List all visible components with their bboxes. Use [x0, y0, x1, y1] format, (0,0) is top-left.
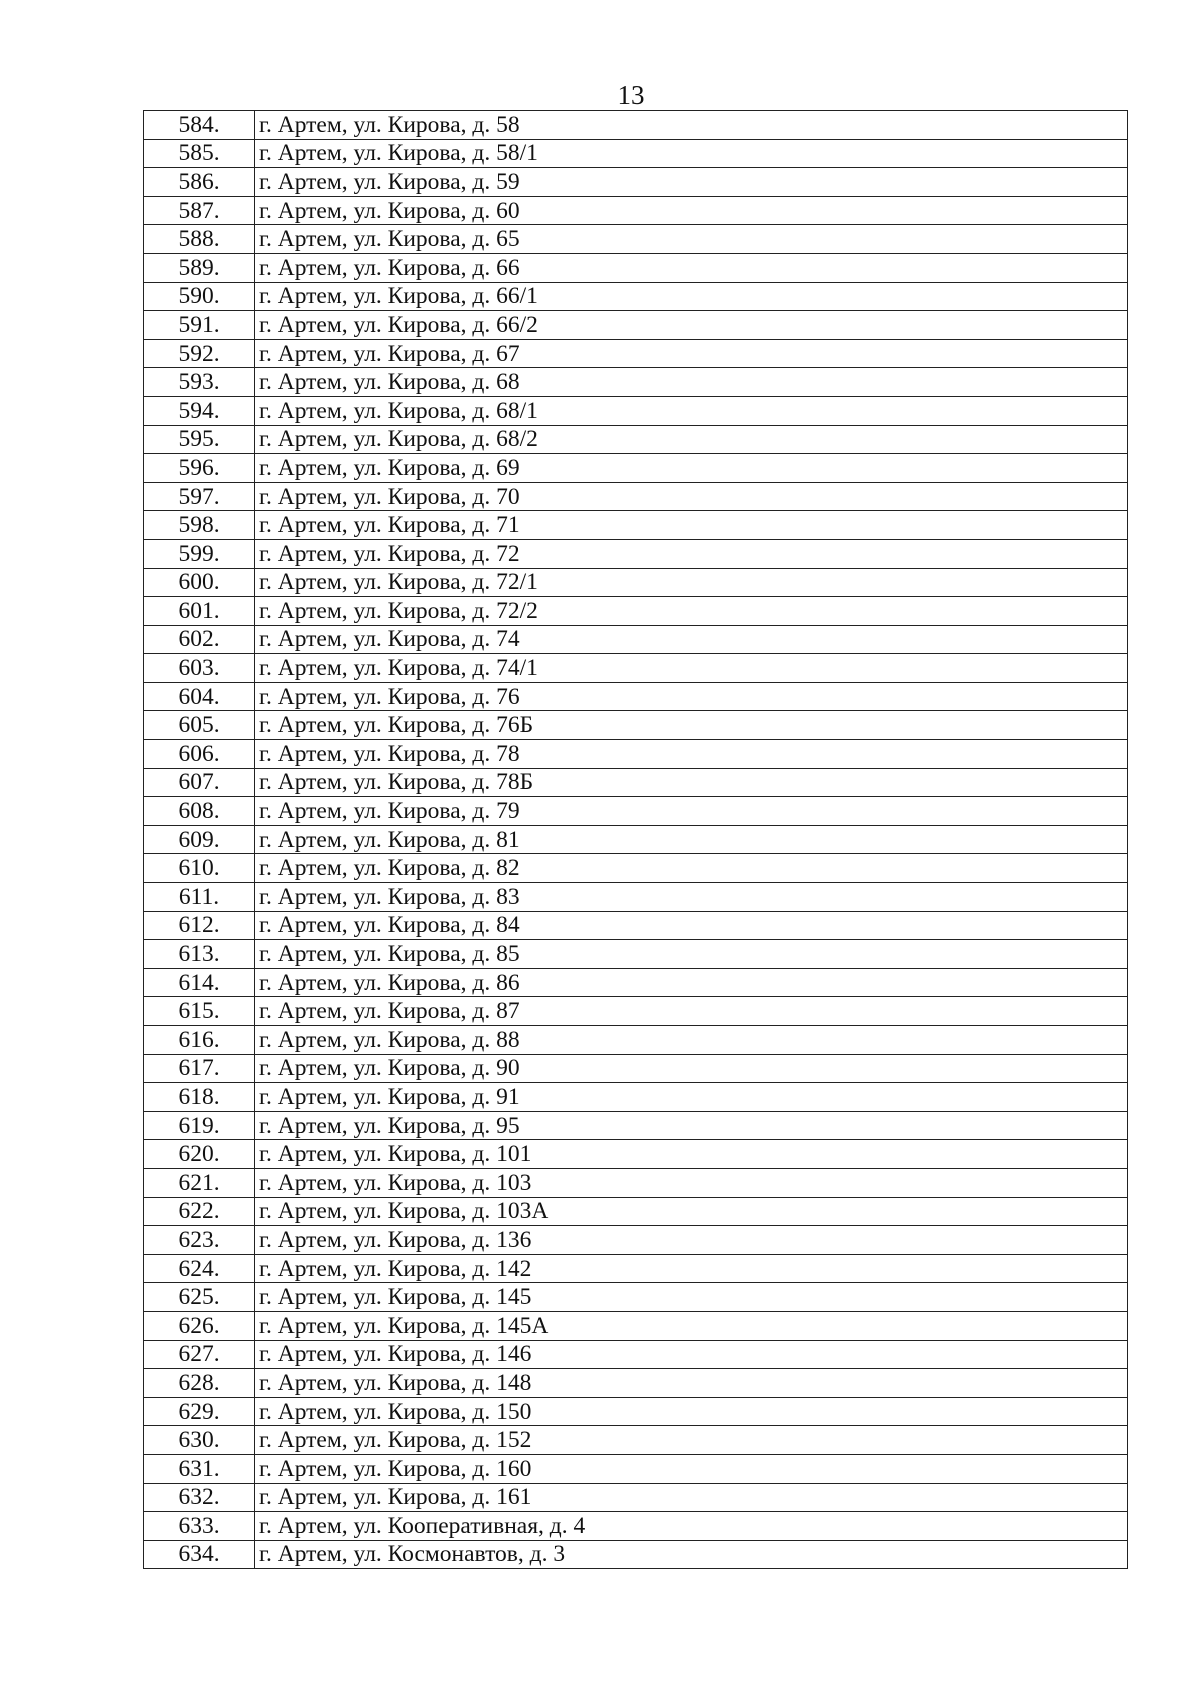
- row-address: г. Артем, ул. Кирова, д. 95: [255, 1111, 1128, 1140]
- row-number: 586.: [144, 168, 255, 197]
- table-row: [144, 1540, 1128, 1569]
- row-number: 591.: [144, 311, 255, 340]
- address-table: [143, 110, 1128, 1569]
- table-row: [144, 425, 1128, 454]
- row-number: 632.: [144, 1483, 255, 1512]
- row-address: г. Артем, ул. Кирова, д. 60: [255, 196, 1128, 225]
- row-address: г. Артем, ул. Кирова, д. 81: [255, 825, 1128, 854]
- row-number: 620.: [144, 1140, 255, 1169]
- table-row: [144, 253, 1128, 282]
- row-address: г. Артем, ул. Космонавтов, д. 3: [255, 1540, 1128, 1569]
- row-number: 607.: [144, 768, 255, 797]
- row-address: г. Артем, ул. Кооперативная, д. 4: [255, 1512, 1128, 1541]
- row-address: г. Артем, ул. Кирова, д. 78Б: [255, 768, 1128, 797]
- row-address: г. Артем, ул. Кирова, д. 66/1: [255, 282, 1128, 311]
- table-row: [144, 1054, 1128, 1083]
- row-number: 625.: [144, 1283, 255, 1312]
- row-address: г. Артем, ул. Кирова, д. 90: [255, 1054, 1128, 1083]
- row-address: г. Артем, ул. Кирова, д. 76Б: [255, 711, 1128, 740]
- row-number: 629.: [144, 1397, 255, 1426]
- table-row: [144, 168, 1128, 197]
- row-number: 595.: [144, 425, 255, 454]
- row-address: г. Артем, ул. Кирова, д. 85: [255, 940, 1128, 969]
- row-number: 588.: [144, 225, 255, 254]
- row-number: 621.: [144, 1168, 255, 1197]
- table-row: [144, 625, 1128, 654]
- row-address: г. Артем, ул. Кирова, д. 82: [255, 854, 1128, 883]
- row-address: г. Артем, ул. Кирова, д. 70: [255, 482, 1128, 511]
- table-row: [144, 111, 1128, 140]
- row-address: г. Артем, ул. Кирова, д. 66/2: [255, 311, 1128, 340]
- table-row: [144, 454, 1128, 483]
- row-number: 611.: [144, 883, 255, 912]
- row-address: г. Артем, ул. Кирова, д. 146: [255, 1340, 1128, 1369]
- row-number: 624.: [144, 1254, 255, 1283]
- row-address: г. Артем, ул. Кирова, д. 84: [255, 911, 1128, 940]
- table-row: [144, 1397, 1128, 1426]
- row-address: г. Артем, ул. Кирова, д. 58/1: [255, 139, 1128, 168]
- row-address: г. Артем, ул. Кирова, д. 160: [255, 1454, 1128, 1483]
- row-address: г. Артем, ул. Кирова, д. 68: [255, 368, 1128, 397]
- row-address: г. Артем, ул. Кирова, д. 150: [255, 1397, 1128, 1426]
- row-address: г. Артем, ул. Кирова, д. 76: [255, 682, 1128, 711]
- row-address: г. Артем, ул. Кирова, д. 69: [255, 454, 1128, 483]
- row-address: г. Артем, ул. Кирова, д. 74/1: [255, 654, 1128, 683]
- row-address: г. Артем, ул. Кирова, д. 103А: [255, 1197, 1128, 1226]
- row-number: 605.: [144, 711, 255, 740]
- row-number: 616.: [144, 1026, 255, 1055]
- table-row: [144, 682, 1128, 711]
- table-row: [144, 1111, 1128, 1140]
- table-row: [144, 511, 1128, 540]
- table-row: [144, 539, 1128, 568]
- row-number: 601.: [144, 597, 255, 626]
- table-row: [144, 968, 1128, 997]
- table-row: [144, 1311, 1128, 1340]
- table-row: [144, 1197, 1128, 1226]
- table-row: [144, 1426, 1128, 1455]
- row-number: 598.: [144, 511, 255, 540]
- row-address: г. Артем, ул. Кирова, д. 148: [255, 1369, 1128, 1398]
- row-number: 626.: [144, 1311, 255, 1340]
- row-number: 604.: [144, 682, 255, 711]
- row-number: 612.: [144, 911, 255, 940]
- row-number: 614.: [144, 968, 255, 997]
- table-row: [144, 1083, 1128, 1112]
- row-number: 628.: [144, 1369, 255, 1398]
- row-address: г. Артем, ул. Кирова, д. 74: [255, 625, 1128, 654]
- table-row: [144, 940, 1128, 969]
- table-row: [144, 396, 1128, 425]
- row-number: 585.: [144, 139, 255, 168]
- row-address: г. Артем, ул. Кирова, д. 103: [255, 1168, 1128, 1197]
- row-address: г. Артем, ул. Кирова, д. 101: [255, 1140, 1128, 1169]
- row-address: г. Артем, ул. Кирова, д. 145А: [255, 1311, 1128, 1340]
- table-row: [144, 368, 1128, 397]
- table-row: [144, 768, 1128, 797]
- row-address: г. Артем, ул. Кирова, д. 68/2: [255, 425, 1128, 454]
- row-address: г. Артем, ул. Кирова, д. 68/1: [255, 396, 1128, 425]
- table-row: [144, 339, 1128, 368]
- row-number: 592.: [144, 339, 255, 368]
- table-row: [144, 1168, 1128, 1197]
- address-table-body: [144, 111, 1128, 1569]
- table-row: [144, 1369, 1128, 1398]
- row-address: г. Артем, ул. Кирова, д. 66: [255, 253, 1128, 282]
- row-address: г. Артем, ул. Кирова, д. 65: [255, 225, 1128, 254]
- table-row: [144, 740, 1128, 769]
- table-row: [144, 911, 1128, 940]
- table-row: [144, 311, 1128, 340]
- row-number: 613.: [144, 940, 255, 969]
- row-number: 587.: [144, 196, 255, 225]
- row-number: 610.: [144, 854, 255, 883]
- table-row: [144, 1254, 1128, 1283]
- table-row: [144, 1283, 1128, 1312]
- row-number: 627.: [144, 1340, 255, 1369]
- row-address: г. Артем, ул. Кирова, д. 58: [255, 111, 1128, 140]
- table-row: [144, 854, 1128, 883]
- row-number: 603.: [144, 654, 255, 683]
- table-row: [144, 825, 1128, 854]
- row-address: г. Артем, ул. Кирова, д. 136: [255, 1226, 1128, 1255]
- row-address: г. Артем, ул. Кирова, д. 142: [255, 1254, 1128, 1283]
- row-number: 589.: [144, 253, 255, 282]
- table-row: [144, 797, 1128, 826]
- row-address: г. Артем, ул. Кирова, д. 91: [255, 1083, 1128, 1112]
- row-number: 590.: [144, 282, 255, 311]
- row-number: 593.: [144, 368, 255, 397]
- table-row: [144, 225, 1128, 254]
- row-address: г. Артем, ул. Кирова, д. 152: [255, 1426, 1128, 1455]
- row-number: 584.: [144, 111, 255, 140]
- row-address: г. Артем, ул. Кирова, д. 79: [255, 797, 1128, 826]
- table-row: [144, 196, 1128, 225]
- table-row: [144, 1483, 1128, 1512]
- table-row: [144, 139, 1128, 168]
- page-number: 13: [617, 80, 645, 110]
- row-number: 606.: [144, 740, 255, 769]
- row-address: г. Артем, ул. Кирова, д. 59: [255, 168, 1128, 197]
- table-row: [144, 654, 1128, 683]
- row-number: 609.: [144, 825, 255, 854]
- row-number: 619.: [144, 1111, 255, 1140]
- table-row: [144, 883, 1128, 912]
- row-address: г. Артем, ул. Кирова, д. 88: [255, 1026, 1128, 1055]
- table-row: [144, 1026, 1128, 1055]
- table-row: [144, 1512, 1128, 1541]
- table-row: [144, 568, 1128, 597]
- row-number: 615.: [144, 997, 255, 1026]
- table-row: [144, 1140, 1128, 1169]
- row-address: г. Артем, ул. Кирова, д. 78: [255, 740, 1128, 769]
- row-address: г. Артем, ул. Кирова, д. 67: [255, 339, 1128, 368]
- row-number: 596.: [144, 454, 255, 483]
- table-row: [144, 482, 1128, 511]
- row-number: 622.: [144, 1197, 255, 1226]
- row-number: 633.: [144, 1512, 255, 1541]
- row-address: г. Артем, ул. Кирова, д. 72/1: [255, 568, 1128, 597]
- row-address: г. Артем, ул. Кирова, д. 87: [255, 997, 1128, 1026]
- row-number: 618.: [144, 1083, 255, 1112]
- table-row: [144, 1454, 1128, 1483]
- table-row: [144, 597, 1128, 626]
- row-number: 599.: [144, 539, 255, 568]
- row-number: 634.: [144, 1540, 255, 1569]
- row-address: г. Артем, ул. Кирова, д. 161: [255, 1483, 1128, 1512]
- row-address: г. Артем, ул. Кирова, д. 72/2: [255, 597, 1128, 626]
- table-row: [144, 997, 1128, 1026]
- table-row: [144, 282, 1128, 311]
- table-row: [144, 1226, 1128, 1255]
- row-number: 602.: [144, 625, 255, 654]
- table-row: [144, 1340, 1128, 1369]
- row-address: г. Артем, ул. Кирова, д. 83: [255, 883, 1128, 912]
- row-number: 597.: [144, 482, 255, 511]
- row-number: 594.: [144, 396, 255, 425]
- row-number: 630.: [144, 1426, 255, 1455]
- row-number: 608.: [144, 797, 255, 826]
- row-number: 631.: [144, 1454, 255, 1483]
- row-address: г. Артем, ул. Кирова, д. 71: [255, 511, 1128, 540]
- table-row: [144, 711, 1128, 740]
- row-number: 617.: [144, 1054, 255, 1083]
- row-number: 600.: [144, 568, 255, 597]
- row-number: 623.: [144, 1226, 255, 1255]
- row-address: г. Артем, ул. Кирова, д. 86: [255, 968, 1128, 997]
- row-address: г. Артем, ул. Кирова, д. 72: [255, 539, 1128, 568]
- row-address: г. Артем, ул. Кирова, д. 145: [255, 1283, 1128, 1312]
